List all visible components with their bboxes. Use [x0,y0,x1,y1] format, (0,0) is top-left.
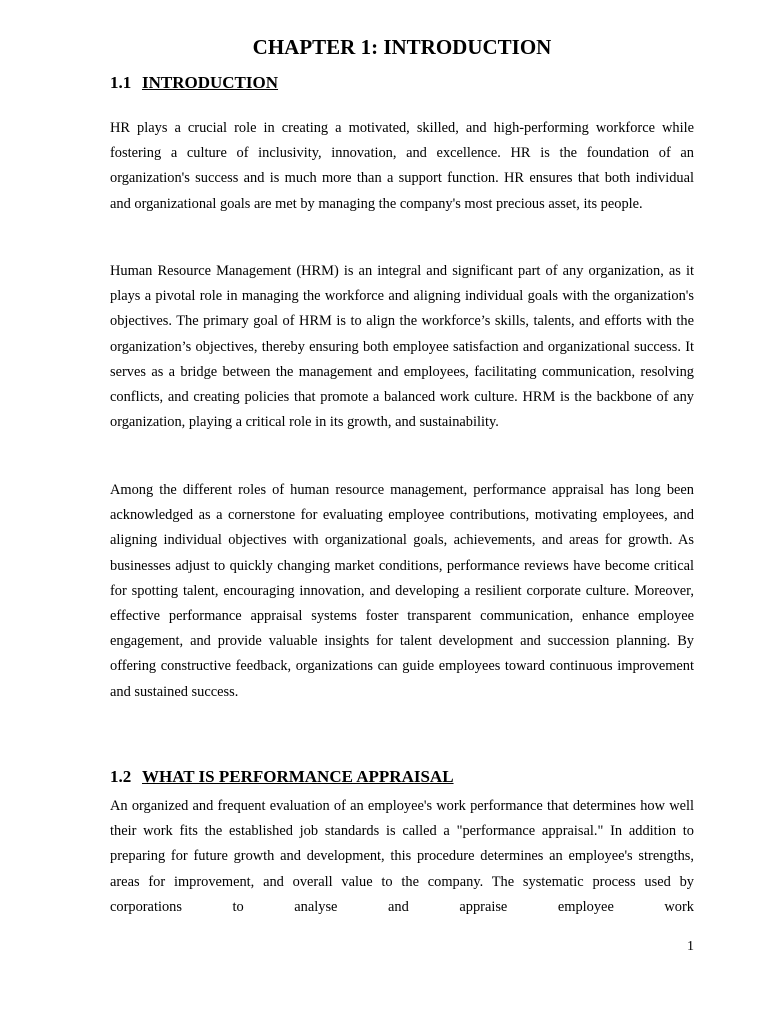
page-number: 1 [687,939,694,954]
paragraph: HR plays a crucial role in creating a motivated, skilled, and high-performing workforce while fostering a culture of inclusivity, innovation, and excellence. HR is the foundation of an organization's success and is much more than a support function. HR ensures that both individual and organizational goals are met by managing the company's most precious asset, its people. [110,120,694,212]
section-number: 1.2 [110,767,132,786]
section-heading-introduction [110,72,278,94]
section-heading-performance-appraisal [110,766,454,788]
section-number: 1.1 [110,73,132,92]
section-title: INTRODUCTION [142,73,279,92]
paragraph: Among the different roles of human resource management, performance appraisal has long been acknowledged as a cornerstone for evaluating employee contributions, motivating employees, and aligning individual objectives with organizational goals, achievements, and areas for growth. As businesses adjust to quickly changing market conditions, performance reviews have become critical for spotting talent, encouraging innovation, and developing a resilient corporate culture. Moreover, effective performance appraisal systems foster transparent communication, enhance employee engagement, and provide valuable insights for talent development and succession planning. By offering constructive feedback, organizations can guide employees toward continuous improvement and sustained success. [110,482,694,700]
paragraph: Human Resource Management (HRM) is an integral and significant part of any organization, as it plays a pivotal role in managing the workforce and aligning individual goals with the organization's objectives. The primary goal of HRM is to align the workforce’s skills, talents, and efforts with the organization’s objectives, thereby ensuring both employee satisfaction and organizational success. It serves as a bridge between the management and employees, facilitating communication, resolving conflicts, and creating policies that promote a balanced work culture. HRM is the backbone of any organization, playing a critical role in its growth, and sustainability. [110,263,694,431]
section-title: WHAT IS PERFORMANCE APPRAISAL [142,767,454,786]
paragraph: An organized and frequent evaluation of an employee's work performance that determines how well their work fits the established job standards is called a "performance appraisal." In addition to preparing for future growth and development, this procedure determines an employee's strengths, areas for improvement, and overall value to the company. The systematic process used by corporations to analyse and appraise employee work [110,798,694,915]
chapter-title: CHAPTER 1: INTRODUCTION [252,35,552,59]
